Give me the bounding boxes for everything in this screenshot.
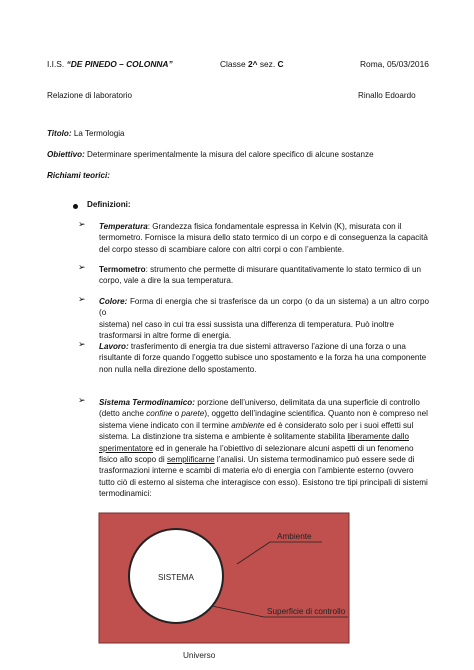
objective-value: Determinare sperimentalmente la misura del calore specifico di alcune sostanze bbox=[87, 150, 374, 159]
title-value: La Termologia bbox=[73, 129, 125, 138]
objective-label: Obiettivo: bbox=[47, 150, 85, 159]
definition-line: risultante di forze quando l’oggetto subisce uno spostamento e la forza ha una componente bbox=[99, 353, 427, 363]
text-run: l’analisi. Un sistema termodinamico può essere sede di bbox=[214, 455, 415, 465]
text-run: sperimentatore bbox=[99, 443, 153, 453]
definition-line: trasformarsi in altre forme di energia. bbox=[99, 331, 232, 341]
text-run: parete bbox=[181, 409, 205, 419]
text-run: confine bbox=[146, 409, 173, 419]
text-run: ed è considerato solo per i suoi effetti sul bbox=[264, 420, 414, 430]
arrow-bullet-icon: ➢ bbox=[78, 295, 86, 305]
definition-line: : Grandezza fisica fondamentale espressa in Kelvin (K), misurata con il bbox=[147, 222, 402, 231]
arrow-bullet-icon: ➢ bbox=[78, 220, 86, 230]
arrow-bullet-icon: ➢ bbox=[78, 263, 86, 273]
definition-line: porzione dell’universo, delimitata da una superficie di controllo bbox=[194, 398, 420, 407]
text-run: o bbox=[172, 409, 182, 419]
definition-term: Colore: bbox=[99, 297, 128, 306]
definition-line: corpo, vale a dire la sua temperatura. bbox=[99, 276, 234, 286]
text-run: semplificarne bbox=[166, 455, 215, 465]
section-label: sez. bbox=[259, 59, 276, 69]
class-value: 2^ bbox=[247, 59, 258, 69]
definition-line: non nulla nella direzione dello spostamento. bbox=[99, 364, 257, 374]
text-run: ambiente bbox=[231, 420, 265, 430]
school-name: “DE PINEDO – COLONNA” bbox=[66, 59, 173, 69]
definition-term: Termometro bbox=[99, 265, 146, 274]
definition-term: Lavoro: bbox=[99, 342, 129, 351]
arrow-bullet-icon: ➢ bbox=[78, 396, 86, 406]
definition-line: : strumento che permette di misurare quantitativamente lo stato termico di un bbox=[145, 265, 421, 274]
place-date: Roma, 05/03/2016 bbox=[360, 59, 429, 69]
class-label: Classe bbox=[220, 59, 246, 69]
definition-line: sistema) nel caso in cui tra essi sussista una differenza di temperatura. Può inoltre bbox=[99, 319, 394, 329]
text-run: sistema. La distinzione tra sistema e ambiente è solitamente stabilita bbox=[99, 432, 348, 442]
section-value: C bbox=[277, 59, 284, 69]
text-run: sistema viene indicato con il termine bbox=[99, 420, 232, 430]
system-label: SISTEMA bbox=[158, 573, 194, 582]
definition-term: Temperatura bbox=[99, 222, 148, 231]
definition-term: Sistema Termodinamico: bbox=[99, 398, 195, 407]
text-run: fisico allo scopo di bbox=[99, 455, 167, 465]
environment-label: Ambiente bbox=[277, 532, 312, 541]
definition-line: tutto ciò di esterno al sistema che interagisce con esso). Esistono tre tipi principali di sistemi bbox=[99, 477, 428, 487]
definition-line: trasformazioni interne e scambi di materia e/o di energia con l’ambiente esterno (ovvero bbox=[99, 466, 414, 476]
definition-line: del corpo stesso di scambiare calore con altri corpi o con l’ambiente. bbox=[99, 244, 345, 254]
definition-line: termometro. Fornisce la misura dello stato termico di un corpo e di conseguenza la capacità bbox=[99, 233, 428, 243]
text-run: (detto anche bbox=[99, 409, 147, 419]
text-run: liberamente dallo bbox=[347, 432, 409, 442]
report-type: Relazione di laboratorio bbox=[47, 91, 133, 100]
theory-heading: Richiami teorici: bbox=[47, 171, 110, 180]
definition-line: trasferimento di energia tra due sistemi attraverso l’azione di una forza o una bbox=[128, 342, 406, 351]
school-prefix: I.I.S. bbox=[47, 59, 65, 69]
text-run: ed in generale ha l’obiettivo di selezionare alcuni aspetti di un fenomeno bbox=[153, 443, 414, 453]
arrow-bullet-icon: ➢ bbox=[78, 340, 86, 350]
definition-line: termodinamici: bbox=[99, 489, 152, 499]
title-label: Titolo: bbox=[47, 129, 72, 138]
definitions-heading: Definizioni: bbox=[87, 200, 131, 209]
universe-label: Universo bbox=[183, 651, 216, 660]
text-run: ), oggetto dell’indagine scientifica. Quanto non è compreso nel bbox=[204, 409, 428, 419]
definition-line: Forma di energia che si trasferisce da un corpo (o da un sistema) a un altro corpo (o bbox=[99, 297, 429, 318]
author: Rinallo Edoardo bbox=[358, 91, 416, 100]
boundary-label: Superficie di controllo bbox=[267, 607, 346, 616]
